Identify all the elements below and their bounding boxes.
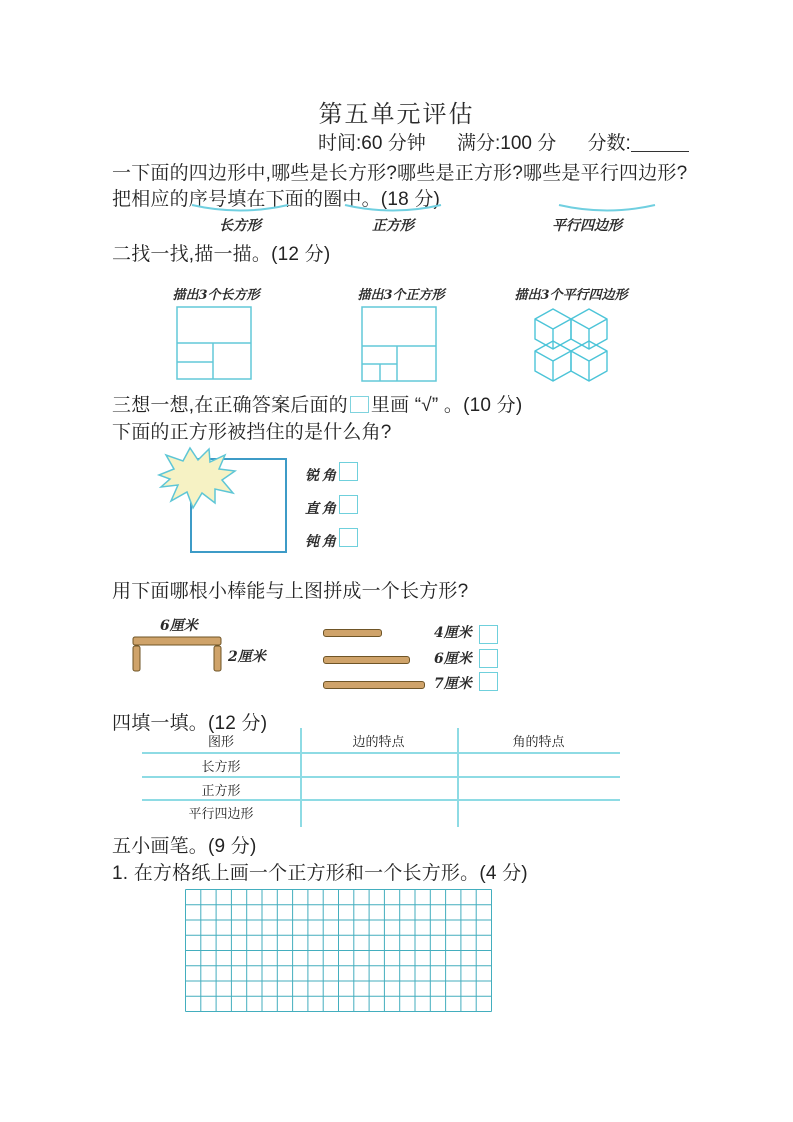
- q3-subheading: 下面的正方形被挡住的是什么角?: [112, 422, 392, 443]
- checkbox-stick-6cm[interactable]: [479, 649, 498, 668]
- drawing-grid[interactable]: [185, 889, 493, 1018]
- table-rule-v1: [300, 728, 302, 827]
- table-header-shape: 图形: [207, 734, 234, 749]
- stick-6cm: [323, 656, 410, 664]
- table-cell-square-sides[interactable]: [302, 778, 455, 798]
- q2-caption-rectangles: 描出3个长方形: [172, 288, 260, 303]
- score-blank-field[interactable]: [631, 133, 689, 152]
- table-cell-rectangle-sides[interactable]: [302, 754, 455, 775]
- q5-item1: 1. 在方格纸上画一个正方形和一个长方形。(4 分): [112, 863, 528, 884]
- page-title: 第五单元评估: [318, 102, 475, 128]
- trace-figure-rectangles[interactable]: [176, 306, 252, 382]
- q2-caption-parallelograms: 描出3个平行四边形: [514, 288, 628, 303]
- table-rule-v2: [457, 728, 459, 827]
- q5-heading: 五小画笔。(9 分): [112, 836, 257, 857]
- q4-heading: 四填一填。(12 分): [112, 713, 268, 734]
- meta-time: 时间:60 分钟: [318, 133, 426, 154]
- checkbox-stick-7cm[interactable]: [479, 672, 498, 691]
- stick-label-7cm: 7厘米: [434, 676, 472, 692]
- checkbox-right-angle[interactable]: [339, 495, 358, 514]
- checkbox-acute-angle[interactable]: [339, 462, 358, 481]
- group-label-square: 正方形: [372, 218, 414, 234]
- stick-4cm: [323, 629, 382, 637]
- meta-line: [318, 128, 715, 155]
- trace-figure-squares[interactable]: [361, 306, 437, 383]
- table-cell-rectangle-angles[interactable]: [459, 754, 618, 775]
- meta-score-label: 分数:: [587, 133, 631, 154]
- table-row-label-square: 正方形: [201, 783, 241, 798]
- q2-heading: 二找一找,描一描。(12 分): [112, 244, 331, 265]
- answer-circle-arc-parallelogram[interactable]: [557, 202, 657, 216]
- stick-label-6cm: 6厘米: [434, 651, 472, 667]
- stick-label-4cm: 4厘米: [434, 625, 472, 641]
- table-cell-parallelogram-sides[interactable]: [302, 801, 455, 823]
- table-rule-h3: [142, 799, 620, 801]
- q3-stick-question: 用下面哪根小棒能与上图拼成一个长方形?: [112, 581, 469, 602]
- table-rule-h2: [142, 776, 620, 778]
- group-label-rectangle: 长方形: [219, 218, 261, 234]
- table-rule-h1: [142, 752, 620, 754]
- q3-heading: [112, 390, 522, 417]
- q3-heading-prefix: 三想一想,在正确答案后面的: [112, 395, 348, 416]
- meta-full-score: 满分:100 分: [456, 133, 557, 154]
- starburst-cover-shape: [156, 445, 250, 515]
- table-row-label-parallelogram: 平行四边形: [188, 806, 254, 821]
- checkbox-obtuse-angle[interactable]: [339, 528, 358, 547]
- group-label-parallelogram: 平行四边形: [552, 218, 622, 234]
- frame-side-length-label: 2厘米: [228, 649, 266, 665]
- answer-circle-arc-rectangle[interactable]: [190, 202, 290, 216]
- stick-7cm: [323, 681, 425, 689]
- table-cell-parallelogram-angles[interactable]: [459, 801, 618, 823]
- q1-text-line1: 一下面的四边形中,哪些是长方形?哪些是正方形?哪些是平行四边形?: [112, 163, 688, 184]
- option-label-right-angle: 直角: [305, 501, 339, 517]
- option-label-obtuse-angle: 钝角: [305, 534, 339, 550]
- table-header-side-features: 边的特点: [352, 734, 405, 749]
- checkbox-stick-4cm[interactable]: [479, 625, 498, 644]
- q2-caption-squares: 描出3个正方形: [357, 288, 445, 303]
- option-label-acute-angle: 锐角: [305, 468, 339, 484]
- answer-circle-arc-square[interactable]: [343, 202, 443, 216]
- stick-frame-figure: [131, 636, 225, 676]
- q3-heading-suffix: 里画 “√” 。(10 分): [370, 395, 523, 416]
- frame-top-length-label: 6厘米: [160, 618, 198, 634]
- table-cell-square-angles[interactable]: [459, 778, 618, 798]
- q1-text-line2: 把相应的序号填在下面的圈中。(18 分): [112, 189, 441, 210]
- q3-inline-answer-box: [350, 396, 369, 413]
- table-row-label-rectangle: 长方形: [201, 759, 241, 774]
- table-header-angle-features: 角的特点: [512, 734, 565, 749]
- trace-figure-parallelograms[interactable]: [534, 308, 610, 386]
